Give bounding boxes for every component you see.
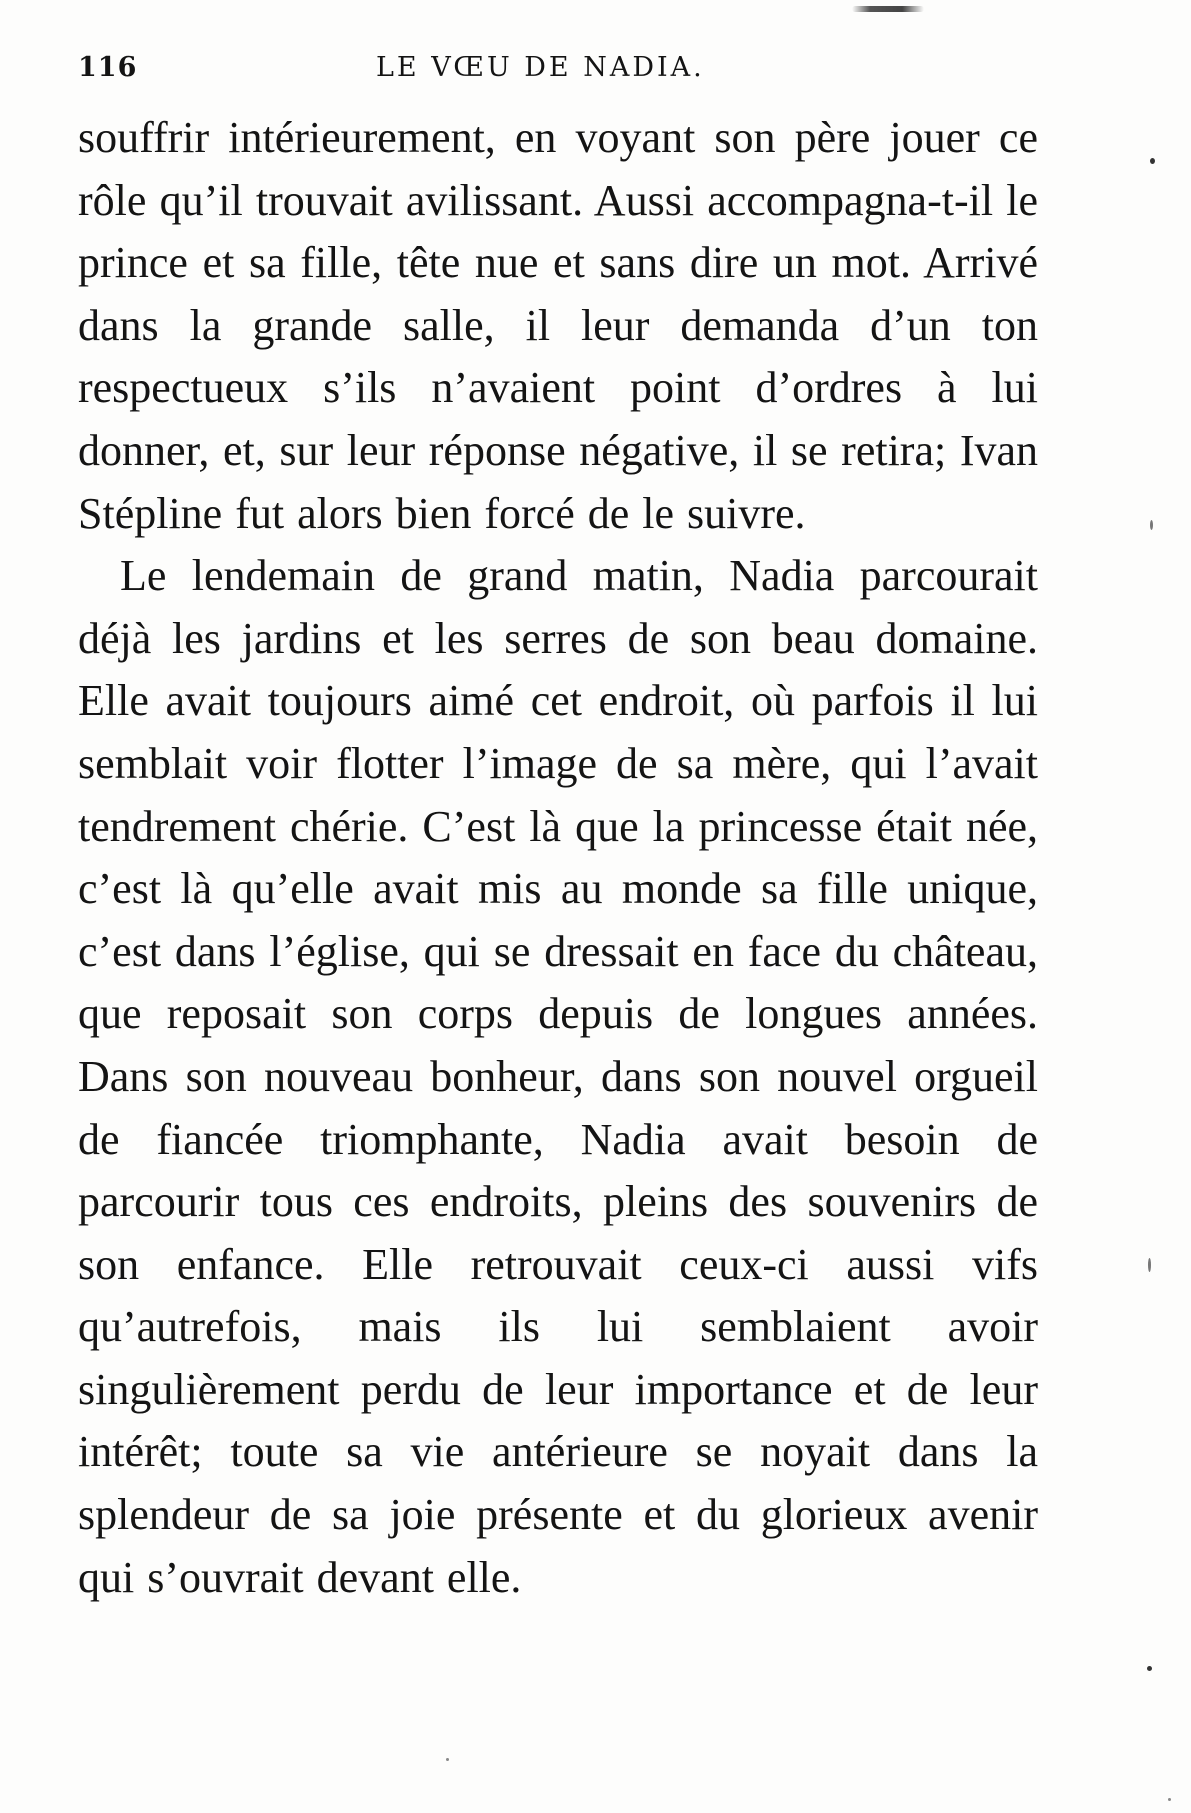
margin-speck [1147,1666,1152,1671]
ink-smudge [852,6,924,12]
running-title: LE VŒU DE NADIA. [376,52,705,83]
paragraph-2: Le lendemain de grand matin, Nadia parcourait déjà les jardins et les serres de son beau domaine. Elle avait toujours aimé cet endroit, où parfois il lui semblait voir flotter l’image de sa mère, qui l’avait tendrement chérie. C’est là que la princesse était née, c’est là qu’elle avait mis au monde sa fille unique, c’est dans l’église, qui se dressait en face du château, que reposait son corps depuis de longues années. Dans son nouveau bonheur, dans son nouvel orgueil de fiancée triomphante, Nadia avait besoin de parcourir tous ces endroits, pleins des souvenirs de son enfance. Elle retrouvait ceux-ci aussi vifs qu’autrefois, mais ils lui semblaient avoir singulièrement perdu de leur importance et de leur intérêt; toute sa vie antérieure se noyait dans la splendeur de sa joie présente et du glorieux avenir qui s’ouvrait devant elle. [78,551,1038,1602]
margin-speck [1150,520,1153,530]
margin-speck [1150,158,1155,164]
margin-speck [446,1758,449,1761]
page-number: 116 [78,52,138,83]
margin-speck [1148,1258,1151,1272]
paragraph-1: souffrir intérieurement, en voyant son père jouer ce rôle qu’il trouvait avilissant. Aussi accompagna-t-il le prince et sa fille, tête nue et sans dire un mot. Arrivé dans la grande salle, il leur demanda d’un ton respectueux s’ils n’avaient point d’ordres à lui donner, et, sur leur réponse négative, il se retira; Ivan Stépline fut alors bien forcé de le suivre. [78,113,1038,538]
running-head [78,52,1038,92]
body-text [78,107,1038,1609]
margin-speck [1168,1798,1171,1801]
